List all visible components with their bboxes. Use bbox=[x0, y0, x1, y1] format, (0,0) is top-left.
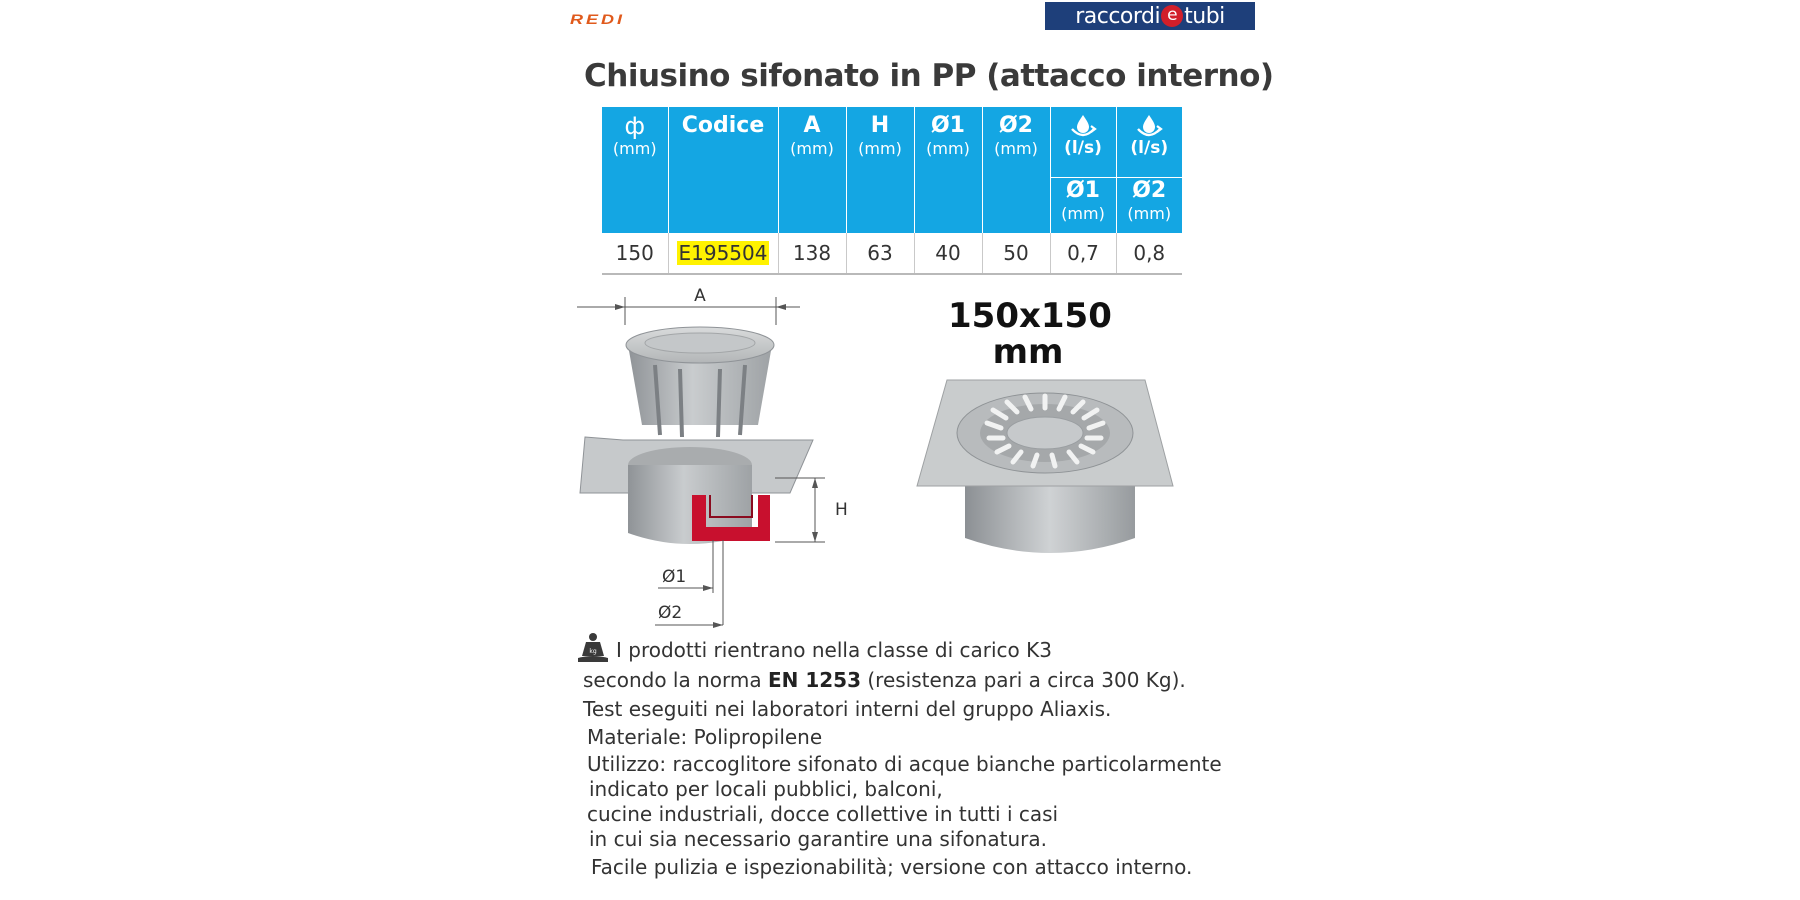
cell-diameter: 150 bbox=[602, 233, 668, 274]
header-unit: (mm) bbox=[612, 139, 657, 158]
cell-codice bbox=[668, 233, 778, 274]
info-line-8: in cui sia necessario garantire una sifonatura. bbox=[589, 827, 1047, 851]
cell-a: 138 bbox=[778, 233, 846, 274]
logo-text-tubi: tubi bbox=[1184, 3, 1225, 29]
header-unit: (mm) bbox=[790, 139, 834, 158]
header-label: H bbox=[870, 113, 890, 138]
info-line-3: Test eseguiti nei laboratori interni del gruppo Aliaxis. bbox=[583, 697, 1112, 721]
header-label: Ø1 bbox=[930, 113, 965, 138]
grate-insert bbox=[626, 327, 774, 437]
header-unit: (mm) bbox=[1061, 204, 1105, 223]
header-h bbox=[846, 107, 914, 233]
flow-unit-label: (l/s) bbox=[1064, 138, 1102, 158]
header-unit: (mm) bbox=[858, 139, 902, 158]
header-label: Codice bbox=[681, 113, 765, 138]
spec-table-header-row bbox=[602, 107, 1182, 233]
info-line-7: cucine industriali, docce collettive in tutti i casi bbox=[587, 802, 1059, 826]
diameter-symbol-icon: ф bbox=[624, 112, 646, 140]
label-a: A bbox=[694, 286, 706, 306]
header-d2 bbox=[982, 107, 1050, 233]
label-d2: Ø2 bbox=[658, 603, 683, 623]
header-a bbox=[778, 107, 846, 233]
info-line-1: I prodotti rientrano nella classe di carico K3 bbox=[616, 638, 1052, 662]
header-unit: (mm) bbox=[1127, 204, 1172, 223]
header-label: A bbox=[803, 113, 821, 138]
cell-flow-d2: 0,8 bbox=[1116, 233, 1182, 274]
water-flow-icon bbox=[1134, 113, 1164, 139]
label-h: H bbox=[835, 500, 848, 520]
cell-flow-d1: 0,7 bbox=[1050, 233, 1116, 274]
header-flow-d2 bbox=[1116, 107, 1182, 233]
redi-logo: REDI bbox=[570, 12, 626, 27]
header-diameter bbox=[602, 107, 668, 233]
siphon-body bbox=[580, 437, 813, 544]
header-flow-d1 bbox=[1050, 107, 1116, 233]
cell-d2: 50 bbox=[982, 233, 1050, 274]
dimension-a bbox=[577, 297, 800, 325]
water-flow-icon bbox=[1068, 113, 1098, 139]
header-label: Ø2 bbox=[998, 113, 1033, 138]
info-line-6: indicato per locali pubblici, balconi, bbox=[589, 777, 943, 801]
flow-unit-label: (l/s) bbox=[1130, 138, 1169, 158]
header-codice bbox=[668, 107, 778, 233]
page-title: Chiusino sifonato in PP (attacco interno) bbox=[584, 58, 1274, 94]
svg-text:kg: kg bbox=[589, 648, 597, 655]
info-line-2-pre: secondo la norma bbox=[583, 668, 768, 692]
table-row bbox=[602, 233, 1182, 274]
logo-text-raccordi: raccordi bbox=[1075, 3, 1161, 29]
spec-table bbox=[602, 107, 1182, 275]
header-label: Ø1 bbox=[1065, 178, 1100, 203]
info-line-9: Facile pulizia e ispezionabilità; versione con attacco interno. bbox=[591, 855, 1193, 879]
info-line-5: Utilizzo: raccoglitore sifonato di acque bianche particolarmente bbox=[587, 752, 1222, 776]
norm-label: EN 1253 bbox=[767, 668, 862, 692]
cell-d1: 40 bbox=[914, 233, 982, 274]
logo-text-e: e bbox=[1161, 5, 1183, 27]
info-line-4: Materiale: Polipropilene bbox=[587, 725, 823, 749]
label-d1: Ø1 bbox=[662, 567, 687, 587]
size-line-1: 150x150 bbox=[948, 296, 1112, 336]
weight-load-icon bbox=[576, 632, 610, 664]
header-unit: (mm) bbox=[994, 139, 1038, 158]
size-line-2: mm bbox=[992, 332, 1064, 372]
raccordi-e-tubi-logo bbox=[1045, 2, 1255, 30]
cell-h: 63 bbox=[846, 233, 914, 274]
size-label bbox=[948, 296, 1112, 372]
info-line-2-post: (resistenza pari a circa 300 Kg). bbox=[861, 668, 1186, 692]
header-d1 bbox=[914, 107, 982, 233]
header-label: Ø2 bbox=[1132, 178, 1167, 203]
info-line-2 bbox=[583, 668, 1186, 692]
product-code: E195504 bbox=[678, 241, 768, 265]
header-unit: (mm) bbox=[926, 139, 970, 158]
product-photo bbox=[915, 378, 1185, 563]
technical-drawing bbox=[560, 285, 880, 630]
